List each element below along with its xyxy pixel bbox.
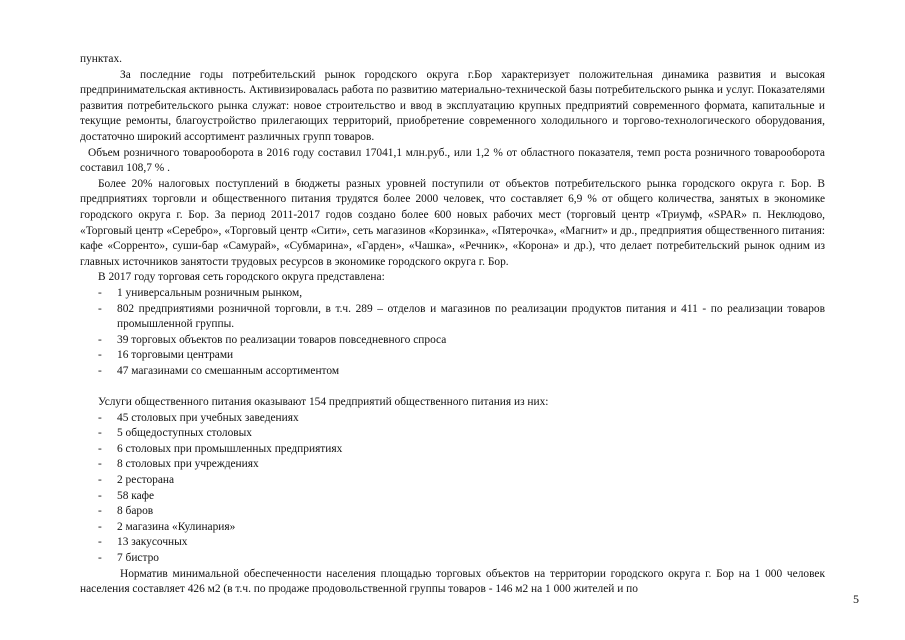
paragraph-retail-turnover: Объем розничного товарооборота в 2016 году составил 17041,1 млн.руб., или 1,2 % от областного показателя, темп роста розничного товарооборота составил 108,7 % .: [80, 146, 825, 175]
list-item: - 13 закусочных: [80, 535, 825, 551]
list-item: - 45 столовых при учебных заведениях: [80, 411, 825, 427]
list-item: - 5 общедоступных столовых: [80, 426, 825, 442]
page-content: [80, 52, 825, 598]
list-item: - 802 предприятиями розничной торговли, в т.ч. 289 – отделов и магазинов по реализации продуктов питания и 411 - по реализации товаров промышленной группы.: [80, 302, 825, 333]
paragraph-trade-network-intro: В 2017 году торговая сеть городского округа представлена:: [98, 271, 385, 284]
trade-network-list: [80, 286, 825, 380]
list-item: - 16 торговыми центрами: [80, 348, 825, 364]
paragraph-continuation: пунктах.: [80, 53, 122, 65]
blank-line: [80, 379, 825, 395]
paragraph-market-dynamics: За последние годы потребительский рынок городского округа г.Бор характеризует положительная динамика развития и высокая предпринимательская активность. Активизировалась работа по развитию материально-технической базы потребительского рынка и услуг. Показателями развития потребительского рынка служат: новое строительство и ввод в эксплуатацию крупных предприятий современного формата, капитальные и текущие ремонты, благоустройство прилегающих территорий, приобретение современного холодильного и торгово-технологического оборудования, достаточно широкий ассортимент различных групп товаров.: [80, 68, 825, 143]
list-item: - 2 магазина «Кулинария»: [80, 520, 825, 536]
paragraph-catering-intro: Услуги общественного питания оказывают 154 предприятий общественного питания из них:: [98, 396, 549, 409]
list-item: - 47 магазинами со смешанным ассортиментом: [80, 364, 825, 380]
list-item: - 39 торговых объектов по реализации товаров повседневного спроса: [80, 333, 825, 349]
paragraph-norm: Норматив минимальной обеспеченности населения площадью торговых объектов на территории городского округа г. Бор на 1 000 человек населения составляет 426 м2 (в т.ч. по продаже продовольственной группы товаров - 146 м2 на 1 000 жителей и по: [80, 567, 825, 596]
list-item: - 2 ресторана: [80, 473, 825, 489]
paragraph-tax-revenue: Более 20% налоговых поступлений в бюджеты разных уровней поступили от объектов потребительского рынка городского округа г. Бор. В предприятиях торговли и общественного питания трудятся более 2000 человек, что составляет 6,9 % от общего количества, занятых в экономике городского округа г. Бор. За период 2011-2017 годов создано более 600 новых рабочих мест (торговый центр «Триумф, «SPAR» п. Неклюдово, «Торговый центр «Серебро», «Торговый центр «Сити», сеть магазинов «Корзинка», «Пятерочка», «Магнит» и др., предприятия общественного питания: кафе «Сорренто», суши-бар «Самурай», «Субмарина», «Гарден», «Чашка», «Речник», «Корона» и др.), что делает потребительский рынок одним из главных источников занятости трудовых ресурсов в экономике городского округа г. Бор.: [80, 177, 825, 268]
page-number: 5: [853, 592, 859, 606]
list-item: - 58 кафе: [80, 489, 825, 505]
list-item: - 6 столовых при промышленных предприятиях: [80, 442, 825, 458]
catering-list: [80, 411, 825, 567]
list-item: - 8 столовых при учреждениях: [80, 457, 825, 473]
list-item: - 8 баров: [80, 504, 825, 520]
list-item: - 7 бистро: [80, 551, 825, 567]
list-item: - 1 универсальным розничным рынком,: [80, 286, 825, 302]
